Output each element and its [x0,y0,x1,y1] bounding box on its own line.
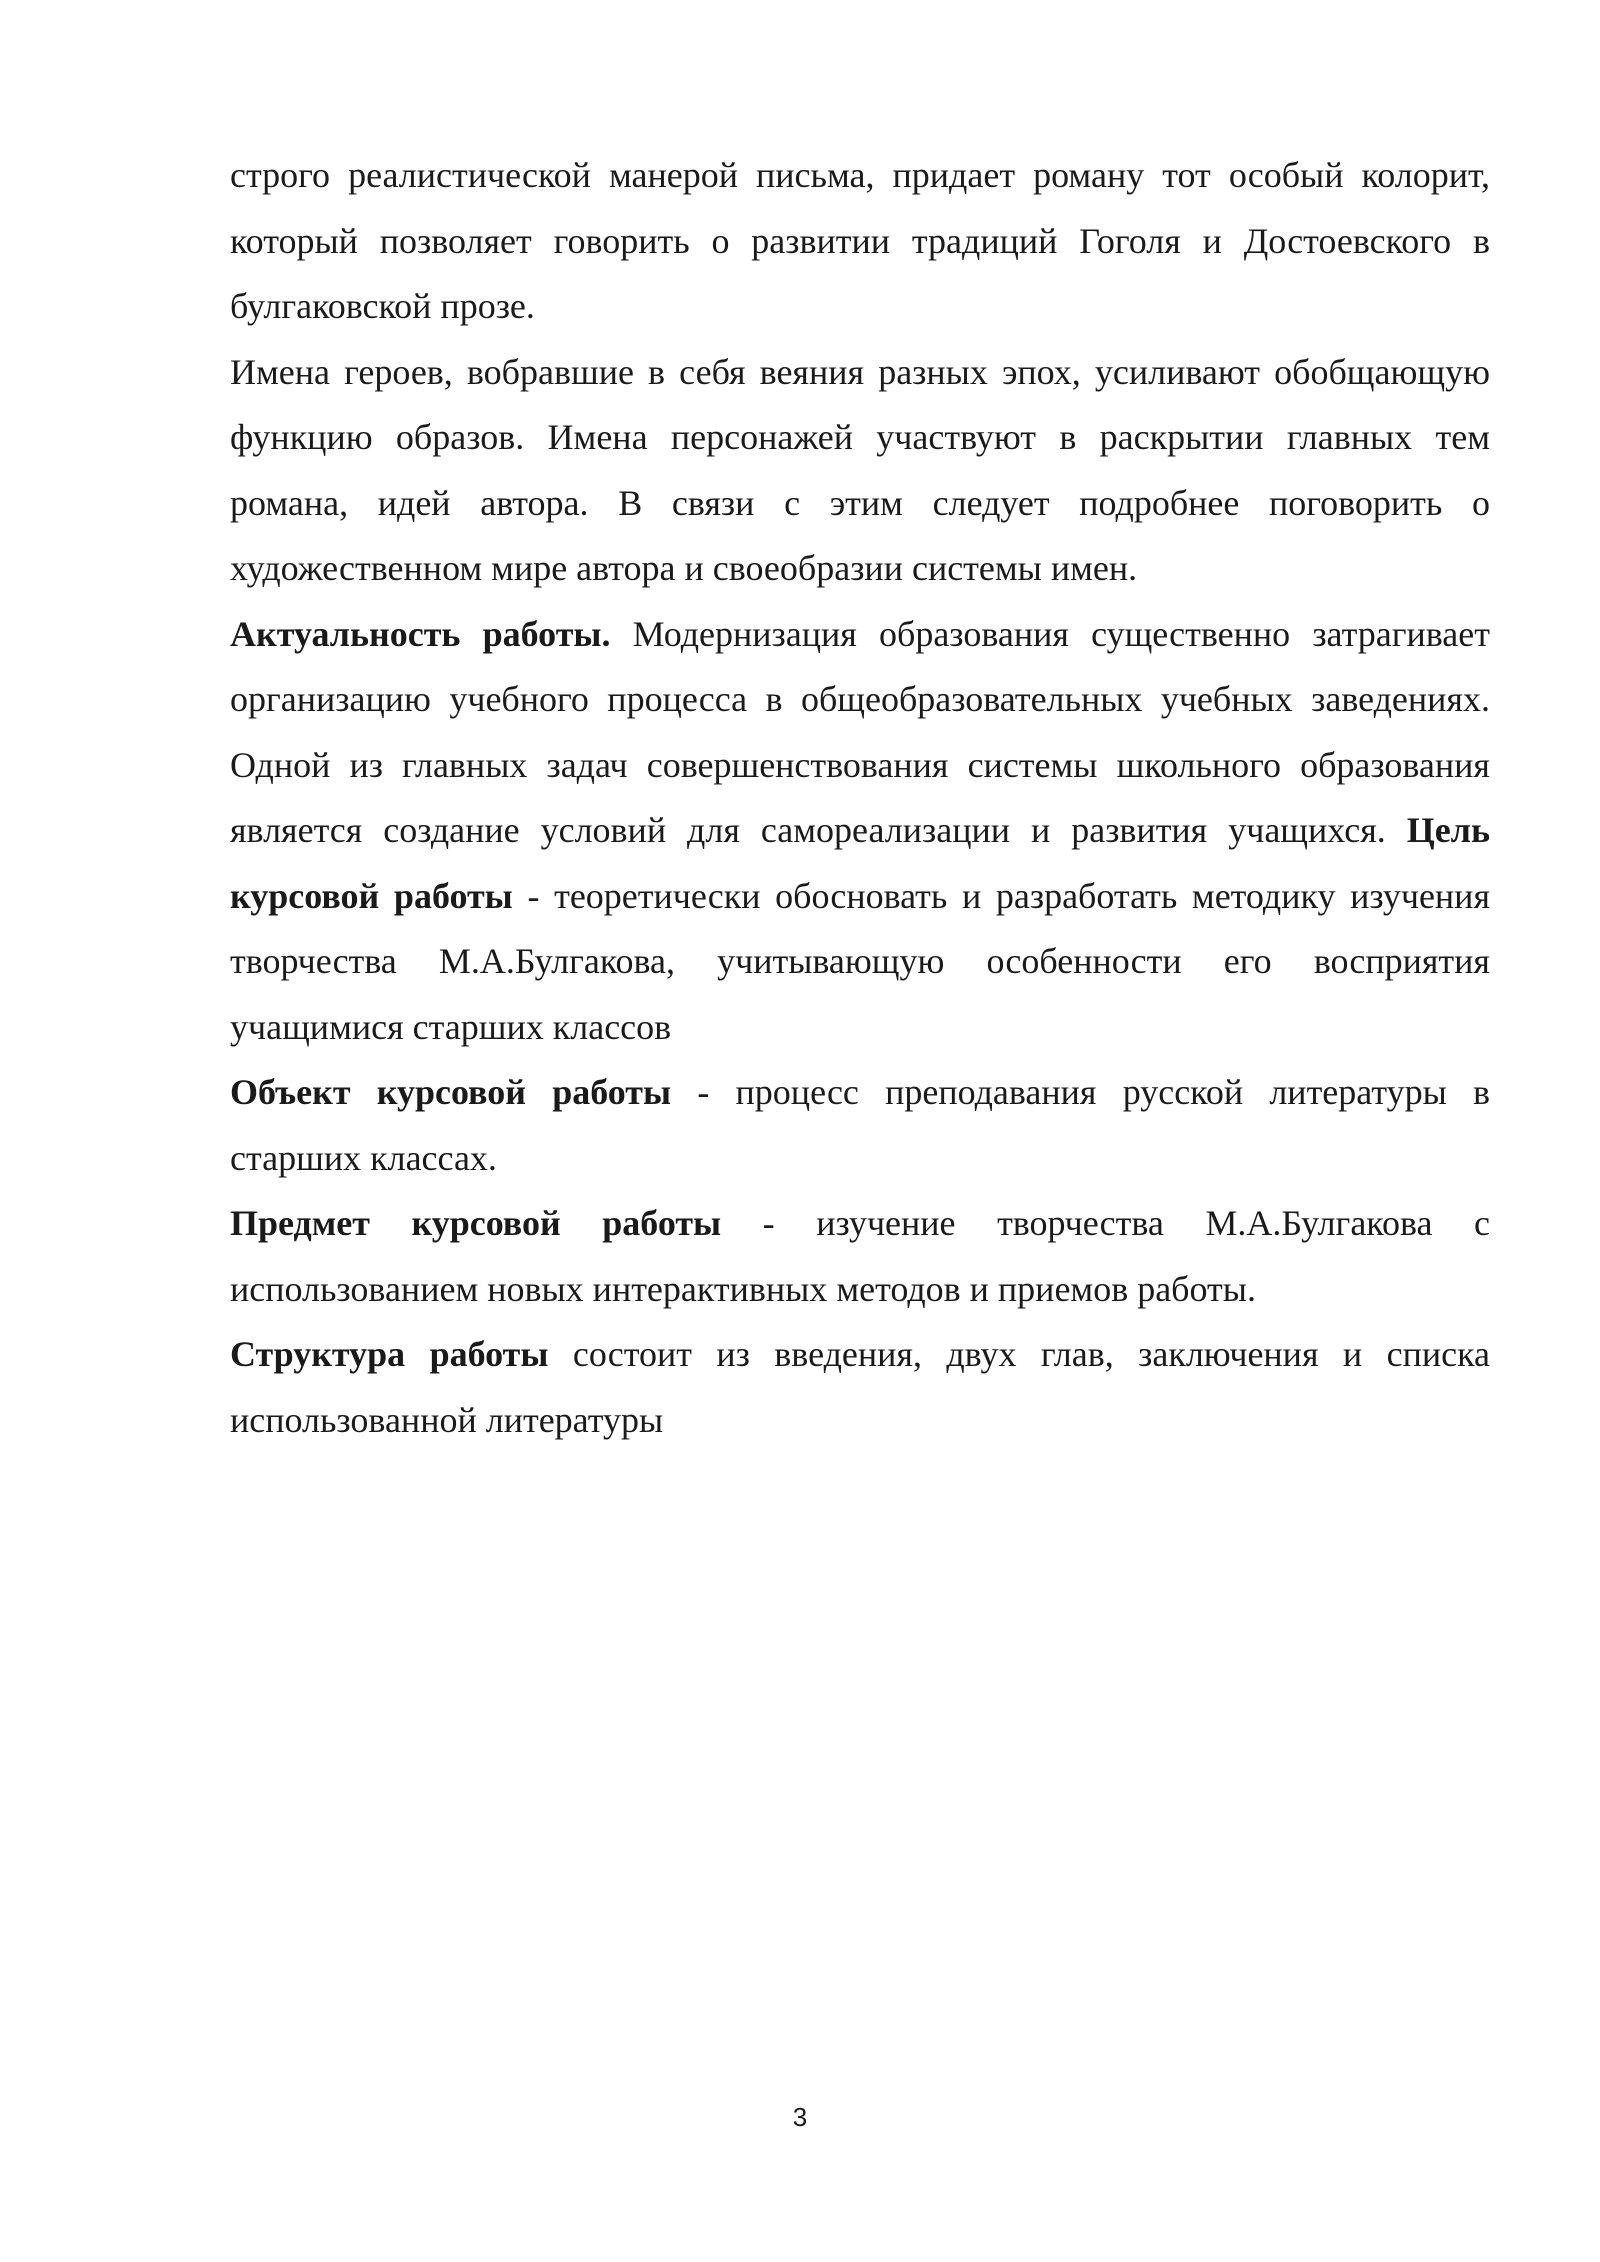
document-body [230,143,1490,1453]
paragraph-subject [230,1191,1490,1322]
relevance-heading: Актуальность работы. [230,613,611,654]
paragraph-structure [230,1322,1490,1453]
paragraph-names-of-heroes: Имена героев, вобравшие в себя веяния разных эпох, усиливают обобщающую функцию образов. Имена персонажей участвуют в раскрытии главных тем романа, идей автора. В связи с этим следует подробнее поговорить о художественном мире автора и своеобразии системы имен. [230,351,1490,588]
structure-heading: Структура работы [230,1334,549,1374]
subject-heading: Предмет курсовой работы [230,1203,722,1243]
paragraph-object [230,1060,1490,1191]
paragraph-relevance [230,602,1490,1061]
object-text: - процесс преподавания русской литературы в старших классах. [230,1072,1490,1178]
object-heading: Объект курсовой работы [230,1072,672,1112]
goal-text: - теоретически обосновать и разработать методику изучения творчества М.А.Булгакова, учитывающую особенности его восприятия учащимися старших классов [230,875,1491,1047]
structure-text: состоит из введения, двух глав, заключения и списка использованной литературы [230,1334,1491,1440]
paragraph-intro-continuation: строго реалистической манерой письма, придает роману тот особый колорит, который позволяет говорить о развитии традиций Гоголя и Достоевского в булгаковской прозе. [230,155,1490,326]
page-number: 3 [792,2102,808,2132]
relevance-text: Модернизация образования существенно затрагивает организацию учебного процесса в общеобразовательных учебных заведениях. Одной из главных задач совершенствования системы школьного образования является создание условий для самореализации и развития учащихся. [230,613,1490,850]
goal-heading: Цель курсовой работы [230,810,1490,916]
subject-text: - изучение творчества М.А.Булгакова с использованием новых интерактивных методов и приемов работы. [230,1203,1490,1309]
